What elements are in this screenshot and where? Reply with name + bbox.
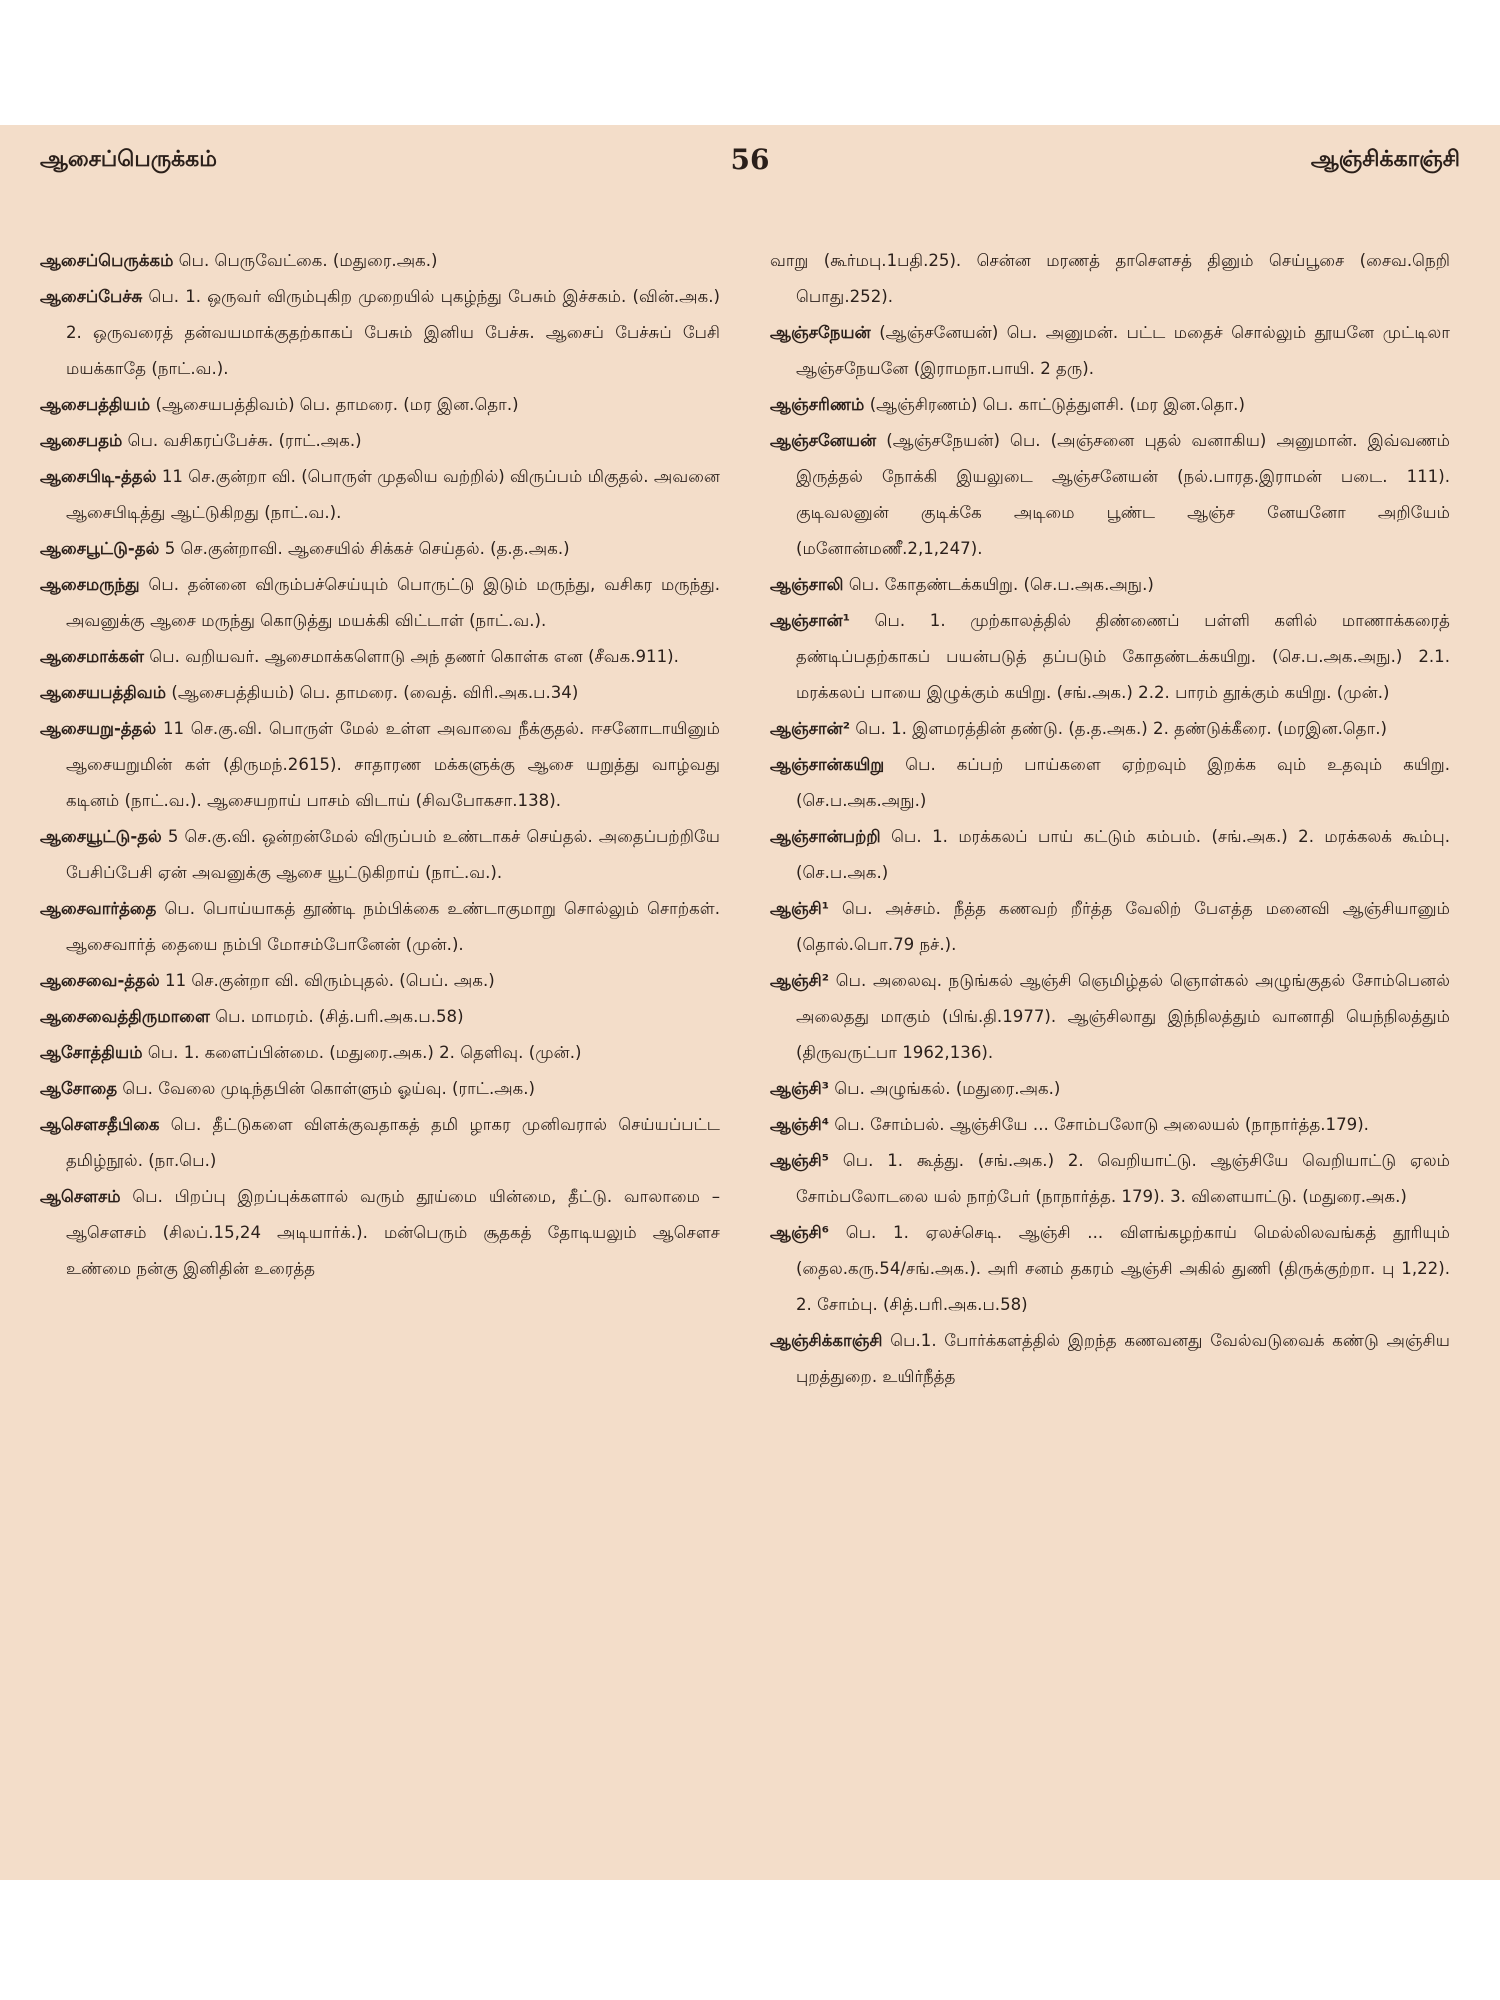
dictionary-entry	[40, 999, 720, 1035]
entry-headword: ஆஞ்சி⁶	[770, 1223, 830, 1242]
dictionary-entry	[40, 387, 720, 423]
entry-headword: ஆசைவை-த்தல்	[40, 971, 160, 990]
entry-definition: பெ. தன்னை விரும்பச்செய்யும் பொருட்டு இடும் மருந்து, வசிகர மருந்து. அவனுக்கு ஆசை மருந்து கொடுத்து மயக்கி விட்டாள் (நாட்.வ.).	[66, 575, 721, 630]
entry-headword: ஆஞ்சி¹	[770, 899, 830, 918]
dictionary-entry	[770, 567, 1450, 603]
entry-headword: ஆசையூட்டு-தல்	[40, 827, 162, 846]
dictionary-entry	[40, 1035, 720, 1071]
entry-headword: ஆசைபிடி-த்தல்	[40, 467, 157, 486]
dictionary-entry	[40, 1071, 720, 1107]
entry-definition: 5 செ.கு.வி. ஒன்றன்மேல் விருப்பம் உண்டாகச் செய்தல். அதைப்பற்றியே பேசிப்பேசி ஏன் அவனுக்கு ஆசை யூட்டுகிறாய் (நாட்.வ.).	[66, 827, 720, 882]
entry-definition: பெ. மாமரம். (சித்.பரி.அக.ப.58)	[215, 1007, 464, 1026]
entry-definition: பெ. சோம்பல். ஆஞ்சியே ... சோம்பலோடு அலையல் (நாநார்த்த.179).	[834, 1115, 1369, 1134]
entry-headword: ஆஞ்சி³	[770, 1079, 830, 1098]
dictionary-entry	[770, 1143, 1450, 1215]
entry-headword: ஆசைபத்தியம்	[40, 395, 151, 414]
entry-definition: பெ.1. போர்க்களத்தில் இறந்த கணவனது வேல்வடுவைக் கண்டு அஞ்சிய புறத்துறை. உயிர்நீத்த	[796, 1331, 1450, 1386]
header-right-guide-word: ஆஞ்சிக்காஞ்சி	[1310, 147, 1460, 172]
dictionary-entry	[40, 639, 720, 675]
entry-headword: ஆஞ்சான்¹	[770, 611, 851, 630]
dictionary-entry	[40, 963, 720, 999]
entry-definition: பெ. 1. ஒருவர் விரும்புகிற முறையில் புகழ்ந்து பேசும் இச்சகம். (வின்.அக.) 2. ஒருவரைத் தன்வயமாக்குதற்காகப் பேசும் இனிய பேச்சு. ஆசைப் பேச்சுப் பேசி மயக்காதே (நாட்.வ.).	[66, 287, 720, 378]
dictionary-entry	[770, 423, 1450, 567]
entry-headword: ஆசோத்தியம்	[40, 1043, 143, 1062]
entry-headword: ஆசோதை	[40, 1079, 118, 1098]
entry-headword: ஆசைமாக்கள்	[40, 647, 145, 666]
dictionary-entry	[40, 279, 720, 387]
entry-definition: பெ. வறியவர். ஆசைமாக்களொடு அந் தணர் கொள்க என (சீவக.911).	[149, 647, 679, 666]
entry-headword: ஆசௌசம்	[40, 1187, 121, 1206]
dictionary-entry	[770, 603, 1450, 711]
entry-headword: ஆஞ்சரிணம்	[770, 395, 865, 414]
dictionary-entry	[40, 1179, 720, 1287]
entry-headword: ஆஞ்சி²	[770, 971, 830, 990]
entry-definition: பெ. அழுங்கல். (மதுரை.அக.)	[834, 1079, 1061, 1098]
dictionary-page	[0, 125, 1500, 1880]
dictionary-entry	[770, 315, 1450, 387]
entry-definition: பெ. 1. முற்காலத்தில் திண்ணைப் பள்ளி களில் மாணாக்கரைத் தண்டிப்பதற்காகப் பயன்படுத் தப்படும் கோதண்டக்கயிறு. (செ.ப.அக.அநு.) 2.1. மரக்கலப் பாயை இழுக்கும் கயிறு. (சங்.அக.) 2.2. பாரம் தூக்கும் கயிறு. (முன்.)	[796, 611, 1450, 702]
dictionary-entry	[40, 531, 720, 567]
entry-definition: பெ. பொய்யாகத் தூண்டி நம்பிக்கை உண்டாகுமாறு சொல்லும் சொற்கள். ஆசைவார்த் தையை நம்பி மோசம்போனேன் (முன்.).	[66, 899, 720, 954]
entry-headword: ஆசௌசதீபிகை	[40, 1115, 160, 1134]
entry-headword: ஆசைவார்த்தை	[40, 899, 157, 918]
entry-headword: ஆசைமருந்து	[40, 575, 140, 594]
entry-headword: ஆஞ்சனேயன்	[770, 431, 877, 450]
entry-definition: பெ. 1. மரக்கலப் பாய் கட்டும் கம்பம். (சங்.அக.) 2. மரக்கலக் கூம்பு. (செ.ப.அக.)	[796, 827, 1450, 882]
page-number: 56	[730, 143, 770, 176]
dictionary-entry	[770, 747, 1450, 819]
entry-headword: ஆசைப்பெருக்கம்	[40, 251, 174, 270]
entry-definition: பெ. தீட்டுகளை விளக்குவதாகத் தமி ழாகர முனிவரால் செய்யப்பட்ட தமிழ்நூல். (நா.பெ.)	[66, 1115, 720, 1170]
entry-definition: (ஆஞ்சநேயன்) பெ. (அஞ்சனை புதல் வனாகிய) அனுமான். இவ்வணம் இருத்தல் நோக்கி இயலுடை ஆஞ்சனேயன் (நல்.பாரத.இராமன் படை. 111). குடிவலனுன் குடிக்கே அடிமை பூண்ட ஆஞ்ச னேயனோ அறியேம் (மனோன்மணீ.2,1,247).	[796, 431, 1450, 558]
entry-definition: பெ. கோதண்டக்கயிறு. (செ.ப.அக.அநு.)	[848, 575, 1154, 594]
dictionary-entry	[770, 1107, 1450, 1143]
entry-definition: பெ. வசிகரப்பேச்சு. (ராட்.அக.)	[127, 431, 362, 450]
entry-definition: பெ. 1. ஏலச்செடி. ஆஞ்சி ... விளங்கழற்காய் மெல்லிலவங்கத் தூரியும் (தைல.கரு.54/சங்.அக.). அரி சனம் தகரம் ஆஞ்சி அகில் துணி (திருக்குற்றா. பு 1,22). 2. சோம்பு. (சித்.பரி.அக.ப.58)	[796, 1223, 1450, 1314]
dictionary-entry	[770, 387, 1450, 423]
entry-headword: ஆஞ்சான்²	[770, 719, 851, 738]
entry-definition: 5 செ.குன்றாவி. ஆசையில் சிக்கச் செய்தல். (த.த.அக.)	[164, 539, 570, 558]
dictionary-entry	[40, 423, 720, 459]
entry-headword: ஆசைவைத்திருமாளை	[40, 1007, 210, 1026]
entry-definition: பெ. அச்சம். நீத்த கணவற் றீர்த்த வேலிற் பேஎத்த மனைவி ஆஞ்சியானும் (தொல்.பொ.79 நச்.).	[796, 899, 1450, 954]
entry-definition: பெ. 1. கூத்து. (சங்.அக.) 2. வெறியாட்டு. ஆஞ்சியே வெறியாட்டு ஏலம் சோம்பலோடலை யல் நாற்பேர் (நாநார்த்த. 179). 3. விளையாட்டு. (மதுரை.அக.)	[796, 1151, 1450, 1206]
dictionary-entry	[770, 243, 1450, 315]
entry-definition: 11 செ.குன்றா வி. விரும்புதல். (பெப். அக.)	[165, 971, 495, 990]
right-column	[770, 243, 1450, 1395]
entry-definition: பெ. வேலை முடிந்தபின் கொள்ளும் ஓய்வு. (ராட்.அக.)	[122, 1079, 536, 1098]
entry-definition: 11 செ.குன்றா வி. (பொருள் முதலிய வற்றில்) விருப்பம் மிகுதல். அவனை ஆசைபிடித்து ஆட்டுகிறது (நாட்.வ.).	[66, 467, 720, 522]
entry-definition: 11 செ.கு.வி. பொருள் மேல் உள்ள அவாவை நீக்குதல். ஈசனோடாயினும் ஆசையறுமின் கள் (திருமந்.2615). சாதாரண மக்களுக்கு ஆசை யறுத்து வாழ்வது கடினம் (நாட்.வ.). ஆசையறாய் பாசம் விடாய் (சிவபோகசா.138).	[66, 719, 720, 810]
entry-definition: பெ. அலைவு. நடுங்கல் ஆஞ்சி ஞெமிழ்தல் ஞொள்கல் அழுங்குதல் சோம்பெனல் அலைதது மாகும் (பிங்.தி.1977). ஆஞ்சிலாது இந்நிலத்தும் வானாதி யெந்நிலத்தும் (திருவருட்பா 1962,136).	[796, 971, 1451, 1062]
dictionary-entry	[770, 1071, 1450, 1107]
dictionary-entry	[770, 819, 1450, 891]
entry-headword: ஆசையபத்திவம்	[40, 683, 167, 702]
entry-headword: ஆஞ்சி⁴	[770, 1115, 830, 1134]
dictionary-entry	[40, 891, 720, 963]
dictionary-entry	[40, 819, 720, 891]
dictionary-entry	[40, 459, 720, 531]
entry-headword: ஆஞ்சி⁵	[770, 1151, 830, 1170]
dictionary-entry	[770, 891, 1450, 963]
running-header	[40, 143, 1460, 187]
entry-headword: ஆஞ்சான்பற்றி	[770, 827, 881, 846]
entry-definition: வாறு (கூர்மபு.1பதி.25). சென்ன மரணத் தாசௌசத் தினும் செய்பூசை (சைவ.நெறி பொது.252).	[770, 251, 1450, 306]
entry-definition: பெ. பிறப்பு இறப்புக்களால் வரும் தூய்மை யின்மை, தீட்டு. வாலாமை – ஆசௌசம் (சிலப்.15,24 அடியார்க்.). மன்பெரும் சூதகத் தோடியலும் ஆசௌச உண்மை நன்கு இனிதின் உரைத்த	[66, 1187, 720, 1278]
entry-headword: ஆசைபூட்டு-தல்	[40, 539, 160, 558]
dictionary-entry	[40, 675, 720, 711]
dictionary-entry	[40, 567, 720, 639]
entry-headword: ஆசையறு-த்தல்	[40, 719, 157, 738]
entry-headword: ஆஞ்சநேயன்	[770, 323, 871, 342]
entry-definition: (ஆசையபத்திவம்) பெ. தாமரை. (மர இன.தொ.)	[155, 395, 519, 414]
dictionary-entry	[40, 243, 720, 279]
dictionary-entry	[40, 711, 720, 819]
entry-definition: (ஆசைபத்தியம்) பெ. தாமரை. (வைத். விரி.அக.ப.34)	[171, 683, 579, 702]
entry-definition: (ஆஞ்சிரணம்) பெ. காட்டுத்துளசி. (மர இன.தொ.)	[869, 395, 1245, 414]
dictionary-entry	[770, 1215, 1450, 1323]
dictionary-entry	[770, 711, 1450, 747]
dictionary-entry	[40, 1107, 720, 1179]
entry-definition: பெ. 1. களைப்பின்மை. (மதுரை.அக.) 2. தெளிவு. (முன்.)	[147, 1043, 582, 1062]
left-column	[40, 243, 720, 1287]
dictionary-entry	[770, 963, 1450, 1071]
entry-headword: ஆஞ்சான்கயிறு	[770, 755, 885, 774]
dictionary-entry	[770, 1323, 1450, 1395]
entry-definition: பெ. பெருவேட்கை. (மதுரை.அக.)	[178, 251, 438, 270]
entry-definition: பெ. 1. இளமரத்தின் தண்டு. (த.த.அக.) 2. தண்டுக்கீரை. (மரஇன.தொ.)	[855, 719, 1387, 738]
entry-definition: (ஆஞ்சனேயன்) பெ. அனுமன். பட்ட மதைச் சொல்லும் தூயனே முட்டிலா ஆஞ்சநேயனே (இராமநா.பாயி. 2 தரு).	[796, 323, 1450, 378]
entry-headword: ஆசைப்பேச்சு	[40, 287, 143, 306]
entry-definition: பெ. கப்பற் பாய்களை ஏற்றவும் இறக்க வும் உதவும் கயிறு. (செ.ப.அக.அநு.)	[796, 755, 1451, 810]
entry-headword: ஆசைபதம்	[40, 431, 123, 450]
entry-headword: ஆஞ்சாலி	[770, 575, 844, 594]
entry-headword: ஆஞ்சிக்காஞ்சி	[770, 1331, 883, 1350]
header-left-guide-word: ஆசைப்பெருக்கம்	[40, 147, 217, 172]
